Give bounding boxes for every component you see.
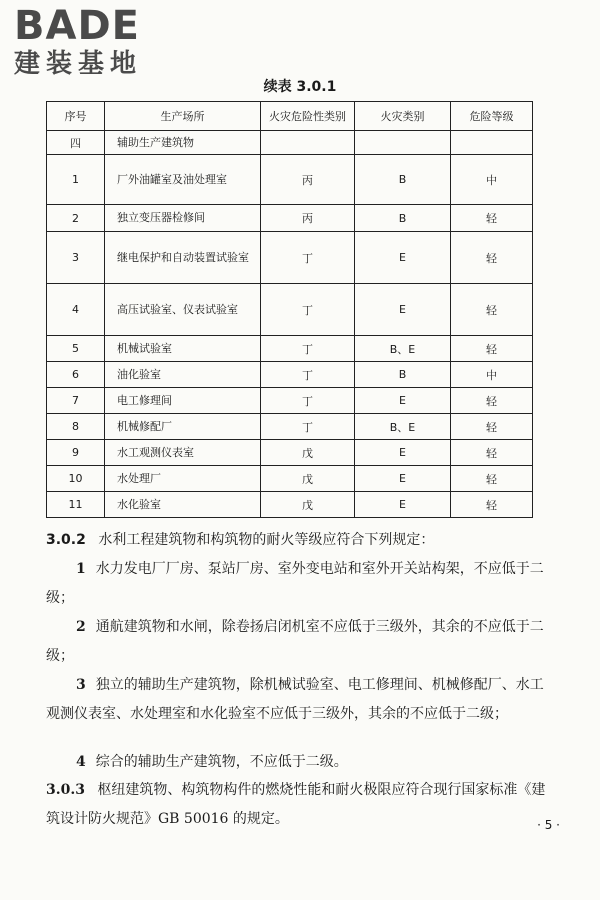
cell-place: 机械修配厂 [105, 414, 261, 440]
item-number: 3 [76, 677, 86, 693]
item-text: 综合的辅助生产建筑物，不应低于二级。 [95, 754, 348, 770]
list-item [46, 613, 546, 671]
cell-fire: E [355, 440, 451, 466]
logo-text-en: BADE [14, 3, 140, 49]
cell-no: 四 [47, 131, 105, 155]
section-3-0-2 [46, 530, 546, 550]
cell-danger: 戊 [261, 492, 355, 518]
cell-place: 辅助生产建筑物 [105, 131, 261, 155]
table-title: 续表 3.0.1 [263, 79, 337, 95]
cell-no: 1 [47, 155, 105, 205]
cell-level: 轻 [451, 284, 533, 336]
table-row [47, 388, 533, 414]
item-text: 通航建筑物和水闸，除卷扬启闭机室不应低于三级外，其余的不应低于二级； [46, 619, 544, 664]
cell-place: 水处理厂 [105, 466, 261, 492]
item-number: 1 [76, 561, 86, 577]
table-row [47, 362, 533, 388]
cell-no: 11 [47, 492, 105, 518]
cell-danger: 戊 [261, 466, 355, 492]
cell-fire: E [355, 466, 451, 492]
table-header-row [47, 102, 533, 131]
cell-danger: 丁 [261, 284, 355, 336]
table-row [47, 492, 533, 518]
cell-level: 轻 [451, 336, 533, 362]
cell-no: 8 [47, 414, 105, 440]
table-row [47, 440, 533, 466]
bade-logo [14, 3, 143, 80]
item-text: 水力发电厂厂房、泵站厂房、室外变电站和室外开关站构架，不应低于二级； [46, 561, 544, 606]
cell-danger: 丁 [261, 336, 355, 362]
cell-level: 轻 [451, 232, 533, 284]
cell-danger [261, 131, 355, 155]
cell-fire [355, 131, 451, 155]
item-number: 2 [76, 619, 86, 635]
cell-level [451, 131, 533, 155]
cell-no: 7 [47, 388, 105, 414]
cell-no: 3 [47, 232, 105, 284]
table-row [47, 205, 533, 232]
table-row [47, 414, 533, 440]
table-row [47, 155, 533, 205]
header-place: 生产场所 [105, 102, 261, 131]
fire-hazard-table [46, 101, 533, 518]
list-item [46, 748, 546, 777]
cell-danger: 丁 [261, 388, 355, 414]
cell-danger: 丙 [261, 205, 355, 232]
cell-fire: B [355, 362, 451, 388]
cell-no: 2 [47, 205, 105, 232]
cell-danger: 丁 [261, 414, 355, 440]
section-text: 水利工程建筑物和构筑物的耐火等级应符合下列规定： [98, 532, 435, 548]
cell-fire: B [355, 155, 451, 205]
cell-no: 5 [47, 336, 105, 362]
cell-danger: 丁 [261, 232, 355, 284]
cell-fire: B [355, 205, 451, 232]
cell-level: 轻 [451, 388, 533, 414]
section-number: 3.0.2 [46, 532, 86, 548]
cell-no: 10 [47, 466, 105, 492]
cell-danger: 戊 [261, 440, 355, 466]
cell-level: 中 [451, 155, 533, 205]
cell-place: 继电保护和自动装置试验室 [105, 232, 261, 284]
header-level: 危险等级 [451, 102, 533, 131]
cell-fire: E [355, 284, 451, 336]
cell-fire: E [355, 232, 451, 284]
cell-level: 轻 [451, 492, 533, 518]
cell-no: 4 [47, 284, 105, 336]
item-number: 4 [76, 754, 86, 770]
cell-level: 中 [451, 362, 533, 388]
page-number: · 5 · [537, 818, 560, 832]
cell-danger: 丁 [261, 362, 355, 388]
cell-level: 轻 [451, 440, 533, 466]
table-row [47, 466, 533, 492]
cell-fire: B、E [355, 414, 451, 440]
cell-place: 高压试验室、仪表试验室 [105, 284, 261, 336]
cell-no: 6 [47, 362, 105, 388]
cell-place: 水工观测仪表室 [105, 440, 261, 466]
cell-level: 轻 [451, 414, 533, 440]
cell-place: 厂外油罐室及油处理室 [105, 155, 261, 205]
logo-text-cn: 建装基地 [14, 49, 143, 79]
list-item [46, 555, 546, 613]
cell-danger: 丙 [261, 155, 355, 205]
cell-place: 电工修理间 [105, 388, 261, 414]
cell-no: 9 [47, 440, 105, 466]
list-item [46, 671, 546, 729]
header-danger: 火灾危险性类别 [261, 102, 355, 131]
cell-level: 轻 [451, 205, 533, 232]
section-text: 枢纽建筑物、构筑物构件的燃烧性能和耐火极限应符合现行国家标准《建筑设计防火规范》GB 50016 的规定。 [46, 782, 546, 827]
cell-place: 水化验室 [105, 492, 261, 518]
table-row [47, 131, 533, 155]
header-fire: 火灾类别 [355, 102, 451, 131]
cell-fire: E [355, 388, 451, 414]
section-number: 3.0.3 [46, 782, 85, 798]
cell-place: 独立变压器检修间 [105, 205, 261, 232]
cell-place: 机械试验室 [105, 336, 261, 362]
table-row [47, 336, 533, 362]
cell-fire: B、E [355, 336, 451, 362]
header-no: 序号 [47, 102, 105, 131]
cell-place: 油化验室 [105, 362, 261, 388]
table-row [47, 284, 533, 336]
item-text: 独立的辅助生产建筑物，除机械试验室、电工修理间、机械修配厂、水工观测仪表室、水处理室和水化验室不应低于三级外，其余的不应低于二级； [46, 677, 544, 722]
cell-level: 轻 [451, 466, 533, 492]
table-row [47, 232, 533, 284]
cell-fire: E [355, 492, 451, 518]
section-3-0-3 [46, 776, 546, 834]
